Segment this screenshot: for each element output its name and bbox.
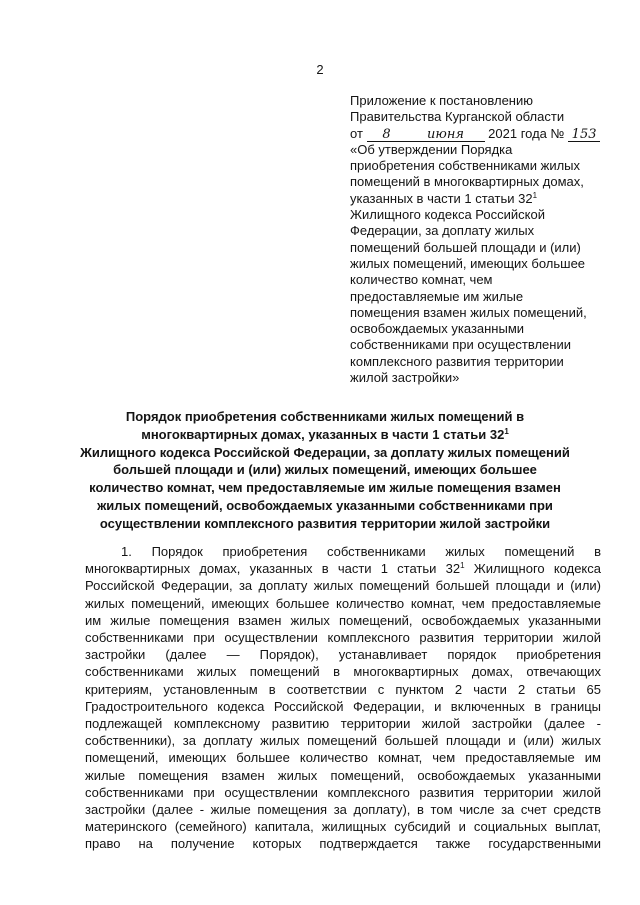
body-line: критериям, установленным в соответствии с пунктом 2 части 2 статьи 65 bbox=[85, 681, 601, 697]
date-year: 2021 года № bbox=[488, 125, 565, 141]
body-line: материнского (семейного) капитала, жилищных субсидий и социальных выплат, bbox=[85, 819, 601, 835]
appendix-block bbox=[350, 93, 610, 386]
date-month-field bbox=[407, 127, 485, 142]
appendix-title-line: жилых помещений, имеющих большее bbox=[350, 255, 586, 271]
body-line: Градостроительного кодекса Российской Федерации, и включенных в границы bbox=[85, 698, 601, 714]
body-line: Российской Федерации, за доплату жилых помещений большей площади и (или) bbox=[85, 578, 601, 594]
appendix-date-line bbox=[350, 126, 610, 142]
body-paragraph bbox=[85, 543, 601, 853]
body-line: помещений, имеющих большее количество комнат, чем предоставляемые им bbox=[85, 750, 601, 766]
body-line: 1. Порядок приобретения собственниками жилых помещений в bbox=[121, 544, 601, 559]
appendix-title-line: помещений большей площади и (или) bbox=[350, 239, 581, 255]
appendix-title-line: предоставляемые им жилые bbox=[350, 288, 524, 304]
body-line: застройки (далее — Порядок), устанавливает порядок приобретения bbox=[85, 647, 601, 663]
superscript: 1 bbox=[504, 426, 509, 436]
appendix-title-text: указанных в части 1 статьи 32 bbox=[350, 190, 533, 206]
body-line: собственниками жилых помещений в многоквартирных домах, отвечающих bbox=[85, 664, 601, 680]
document-heading bbox=[75, 408, 575, 533]
date-prefix: от bbox=[350, 125, 363, 141]
body-line bbox=[85, 560, 601, 577]
superscript: 1 bbox=[532, 190, 538, 200]
appendix-title-line: Жилищного кодекса Российской bbox=[350, 207, 545, 223]
appendix-title-line: приобретения собственниками жилых bbox=[350, 158, 581, 174]
appendix-title-line: освобождаемых указанными bbox=[350, 321, 525, 337]
body-line: собственники), за доплату жилых помещений большей площади и (или) жилых bbox=[85, 733, 601, 749]
heading-line: большей площади и (или) жилых помещений, имеющих большее bbox=[113, 462, 537, 478]
doc-number-field bbox=[568, 127, 600, 142]
appendix-title-line: собственниками при осуществлении bbox=[350, 337, 571, 353]
body-line: право на получение которых подтверждается также государственными bbox=[85, 836, 601, 852]
heading-line bbox=[75, 426, 575, 444]
body-line: собственниками при осуществлении комплексного развития территории жилой bbox=[85, 784, 601, 800]
body-line: жилые помещения взамен жилых помещений, освобождаемых указанными bbox=[85, 767, 601, 783]
date-day: 8 bbox=[382, 126, 391, 142]
appendix-title-line: помещения взамен жилых помещений, bbox=[350, 304, 587, 320]
body-line: собственниками при осуществлении комплексного развития территории жилой bbox=[85, 630, 601, 646]
body-line: застройки (далее - жилые помещения за доплату), в том числе за счет средств bbox=[85, 802, 601, 818]
appendix-line: Правительства Курганской области bbox=[350, 109, 565, 125]
heading-line: Порядок приобретения собственниками жилых помещений в bbox=[125, 409, 525, 424]
page-number: 2 bbox=[316, 62, 324, 77]
appendix-title-line: комплексного развития территории bbox=[350, 353, 564, 369]
body-line: подлежащей комплексному развитию территории жилой застройки (далее - bbox=[85, 716, 601, 732]
heading-line: количество комнат, чем предоставляемые им жилые помещения взамен bbox=[89, 480, 561, 496]
appendix-title-line: «Об утверждении Порядка bbox=[350, 141, 513, 157]
date-day-field bbox=[367, 127, 407, 142]
body-line: жилых помещений, имеющих большее количество комнат, чем предоставляемые bbox=[85, 595, 601, 611]
body-text: многоквартирных домах, указанных в части 1 статьи 32 bbox=[85, 561, 461, 577]
appendix-title-line: Федерации, за доплату жилых bbox=[350, 223, 535, 239]
body-text: Жилищного кодекса bbox=[473, 561, 601, 577]
appendix-title-line: жилой застройки» bbox=[350, 370, 460, 386]
appendix-title-line bbox=[350, 191, 610, 207]
body-line: им жилые помещения взамен жилых помещений, освобождаемых указанными bbox=[85, 612, 601, 628]
heading-line: жилых помещений, освобождаемых указанными собственниками при bbox=[97, 497, 553, 513]
heading-line: Жилищного кодекса Российской Федерации, за доплату жилых помещений bbox=[80, 444, 570, 460]
doc-number: 153 bbox=[571, 126, 597, 142]
appendix-line: Приложение к постановлению bbox=[350, 93, 533, 108]
appendix-title-line: количество комнат, чем bbox=[350, 272, 493, 288]
heading-line: осуществлении комплексного развития территории жилой застройки bbox=[99, 515, 551, 531]
date-month: июня bbox=[427, 126, 465, 142]
heading-text: многоквартирных домах, указанных в части 1 статьи 32 bbox=[141, 426, 505, 442]
superscript: 1 bbox=[460, 561, 465, 571]
appendix-title-line: помещений в многоквартирных домах, bbox=[350, 174, 584, 190]
